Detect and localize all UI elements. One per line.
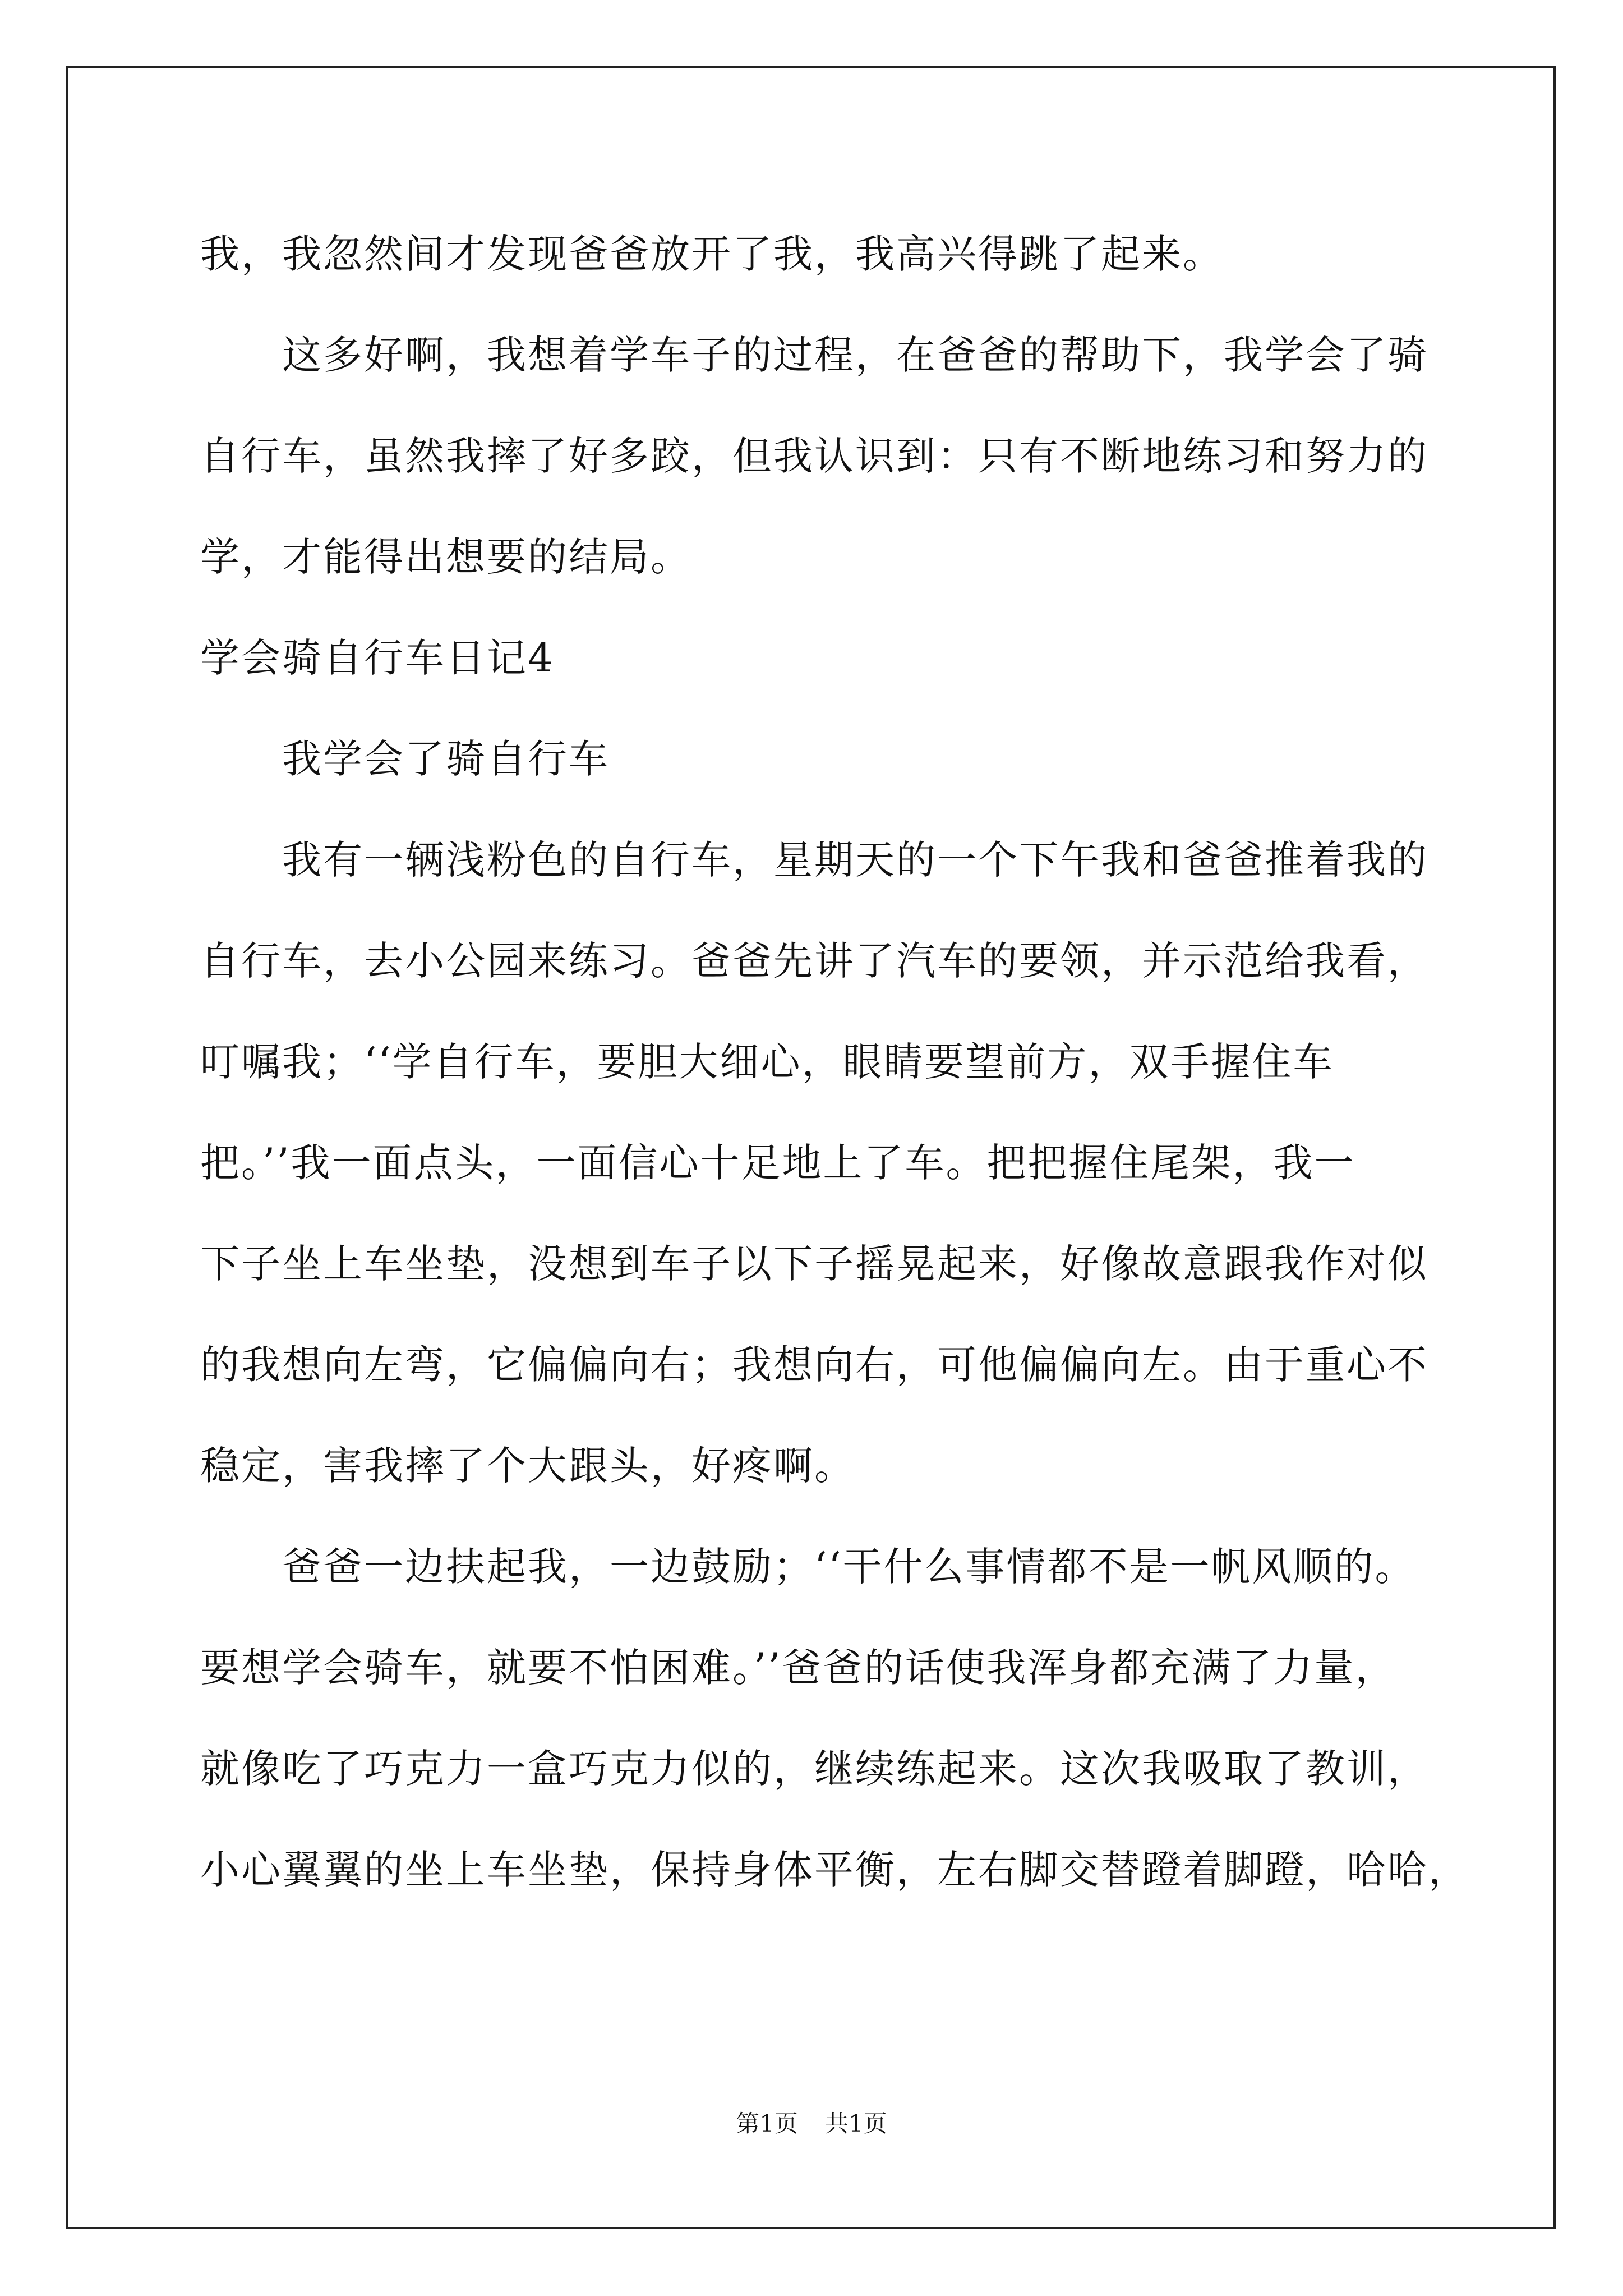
text-line-16: 就像吃了巧克力一盒巧克力似的，继续练起来。这次我吸取了教训， <box>200 1746 1428 1792</box>
text-line-14: 爸爸一边扶起我，一边鼓励；‘‘干什么事情都不是一帆风顺的。 <box>282 1544 1416 1590</box>
text-line-10: 把。’’我一面点头，一面信心十足地上了车。把把握住尾架，我一 <box>200 1140 1355 1186</box>
text-line-7: 我有一辆浅粉色的自行车，星期天的一个下午我和爸爸推着我的 <box>282 837 1428 883</box>
text-line-15: 要想学会骑车，就要不怕困难。’’爸爸的话使我浑身都充满了力量， <box>200 1645 1396 1691</box>
page-total: 共1页 <box>825 2110 887 2137</box>
text-line-1: 我，我忽然间才发现爸爸放开了我，我高兴得跳了起来。 <box>200 231 1224 277</box>
text-line-4: 学，才能得出想要的结局。 <box>200 534 691 580</box>
text-line-3: 自行车，虽然我摔了好多跤，但我认识到：只有不断地练习和努力的 <box>200 433 1428 479</box>
text-line-9: 叮嘱我；‘‘学自行车，要胆大细心，眼睛要望前方，双手握住车 <box>200 1039 1334 1085</box>
section-heading: 学会骑自行车日记4 <box>200 635 555 681</box>
text-line-12: 的我想向左弯，它偏偏向右；我想向右，可他偏偏向左。由于重心不 <box>200 1342 1428 1388</box>
page-footer <box>0 2107 1623 2141</box>
text-line-8: 自行车，去小公园来练习。爸爸先讲了汽车的要领，并示范给我看， <box>200 938 1428 984</box>
page-number: 第1页 <box>736 2110 798 2137</box>
text-line-11: 下子坐上车坐垫，没想到车子以下子摇晃起来，好像故意跟我作对似 <box>200 1241 1428 1287</box>
text-line-13: 稳定，害我摔了个大跟头，好疼啊。 <box>200 1443 855 1489</box>
article-title: 我学会了骑自行车 <box>282 736 610 782</box>
text-line-2: 这多好啊，我想着学车子的过程，在爸爸的帮助下，我学会了骑 <box>282 332 1428 378</box>
text-line-17: 小心翼翼的坐上车坐垫，保持身体平衡，左右脚交替蹬着脚蹬，哈哈， <box>200 1847 1469 1893</box>
